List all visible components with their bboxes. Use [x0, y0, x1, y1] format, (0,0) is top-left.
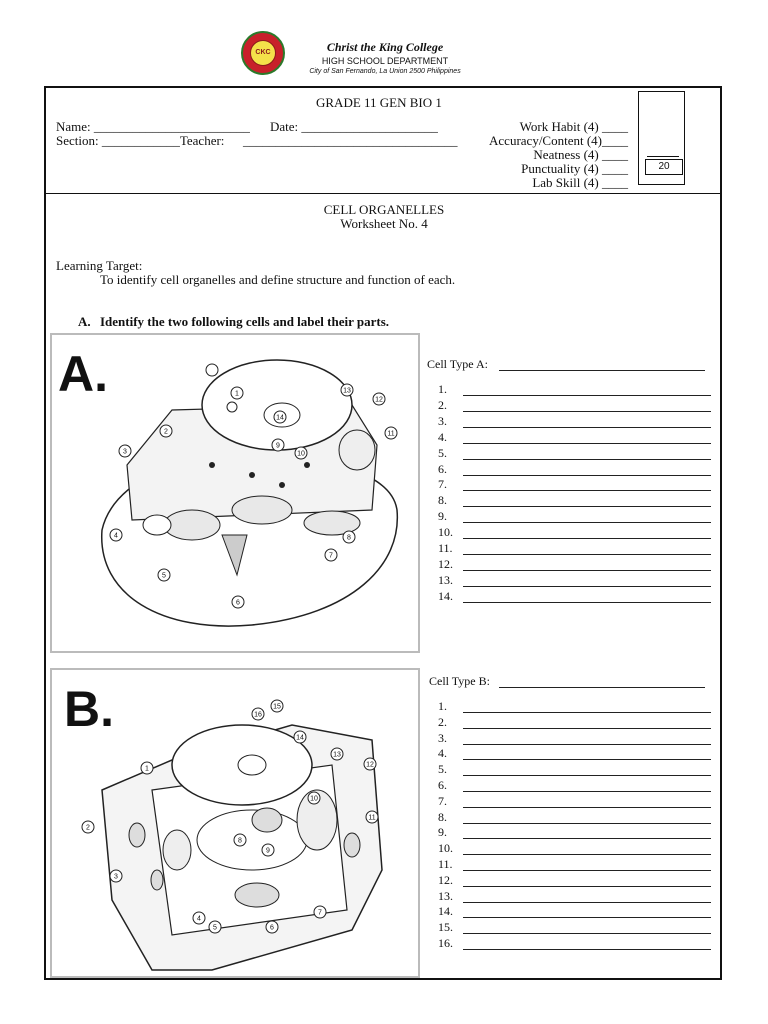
cell-a-answer-line-13[interactable]	[463, 586, 711, 587]
cell-a-number-3: 3.	[438, 413, 447, 428]
school-name: Christ the King College	[326, 40, 444, 54]
callout-8: 8	[238, 837, 242, 845]
instruction-letter: A.	[78, 314, 91, 329]
rubric-work-habit: Work Habit (4) ____	[519, 119, 628, 134]
callout-14: 14	[296, 734, 304, 742]
callout-5: 5	[162, 572, 166, 580]
school-address: City of San Fernando, La Union 2500 Philippines	[309, 68, 461, 75]
cell-b-number-7: 7.	[438, 793, 447, 808]
cell-b-number-11: 11.	[438, 857, 453, 871]
callout-11: 11	[368, 814, 376, 822]
cell-a-answer-line-1[interactable]	[463, 395, 711, 396]
rubric-neatness: Neatness (4) ____	[533, 147, 628, 162]
cell-a-answer-line-2[interactable]	[463, 411, 711, 412]
cell-b-number-12: 12.	[438, 872, 453, 887]
cell-b-answer-line-9[interactable]	[463, 838, 711, 839]
callout-4: 4	[114, 532, 118, 540]
cell-b-number-14: 14.	[438, 904, 453, 919]
cell-a-answer-line-5[interactable]	[463, 459, 711, 460]
plant-cell-diagram	[52, 670, 418, 976]
cell-b-answer-line-16[interactable]	[463, 949, 711, 950]
cell-b-number-13: 13.	[438, 888, 453, 903]
callout-15: 15	[273, 703, 281, 711]
worksheet-title: CELL ORGANELLES	[323, 202, 445, 217]
cell-a-answer-line-7[interactable]	[463, 490, 711, 491]
cell-a-number-5: 5.	[438, 445, 447, 460]
callout-3: 3	[123, 448, 127, 456]
callout-2: 2	[86, 824, 90, 832]
cell-a-letter: A.	[58, 346, 108, 402]
rubric-punctuality: Punctuality (4) ____	[521, 161, 628, 176]
callout-1: 1	[235, 390, 239, 398]
cell-b-answer-line-12[interactable]	[463, 886, 711, 887]
cell-b-number-3: 3.	[438, 730, 447, 745]
cell-b-number-15: 15.	[438, 920, 453, 935]
date-field[interactable]: Date: _____________________	[270, 119, 438, 134]
cell-b-number-16: 16.	[438, 936, 453, 950]
callout-13: 13	[333, 751, 341, 759]
logo-text: CKC	[250, 40, 276, 66]
cell-b-answer-line-2[interactable]	[463, 728, 711, 729]
cell-b-answer-line-4[interactable]	[463, 759, 711, 760]
cell-a-number-4: 4.	[438, 429, 447, 444]
cell-a-answer-line-9[interactable]	[463, 522, 711, 523]
callout-14: 14	[276, 414, 284, 422]
learning-target-label: Learning Target:	[56, 258, 143, 273]
score-line	[647, 156, 679, 157]
score-total: 20	[645, 159, 683, 175]
cell-a-answer-line-3[interactable]	[463, 427, 711, 428]
cell-b-number-9: 9.	[438, 825, 447, 840]
cell-type-a-line[interactable]	[499, 370, 705, 371]
cell-b-number-5: 5.	[438, 762, 447, 777]
cell-b-answer-line-15[interactable]	[463, 933, 711, 934]
cell-a-number-8: 8.	[438, 493, 447, 508]
cell-b-number-4: 4.	[438, 746, 447, 761]
cell-a-number-7: 7.	[438, 477, 447, 492]
rubric-accuracy: Accuracy/Content (4)____	[489, 133, 628, 148]
cell-b-answer-line-11[interactable]	[463, 870, 711, 871]
cell-b-number-6: 6.	[438, 778, 447, 792]
callout-10: 10	[297, 450, 305, 458]
callout-2: 2	[164, 428, 168, 436]
cell-b-answer-line-13[interactable]	[463, 902, 711, 903]
cell-b-answer-line-5[interactable]	[463, 775, 711, 776]
cell-b-answer-line-3[interactable]	[463, 744, 711, 745]
cell-a-number-2: 2.	[438, 397, 447, 412]
worksheet-subtitle: Worksheet No. 4	[340, 216, 428, 231]
callout-1: 1	[145, 765, 149, 773]
section-teacher-field[interactable]: Section: ____________Teacher:	[56, 133, 225, 148]
rubric-lab-skill: Lab Skill (4) ____	[532, 175, 628, 190]
callout-8: 8	[347, 534, 351, 542]
cell-a-answer-line-6[interactable]	[463, 475, 711, 476]
callout-3: 3	[114, 873, 118, 881]
cell-b-answer-line-14[interactable]	[463, 917, 711, 918]
department-name: HIGH SCHOOL DEPARTMENT	[321, 56, 449, 66]
cell-a-number-10: 10.	[438, 525, 453, 540]
callout-13: 13	[343, 387, 351, 395]
callout-16: 16	[254, 711, 262, 719]
cell-b-answer-line-8[interactable]	[463, 823, 711, 824]
cell-a-number-6: 6.	[438, 461, 447, 476]
cell-a-answer-line-4[interactable]	[463, 443, 711, 444]
callout-9: 9	[276, 442, 280, 450]
callout-9: 9	[266, 847, 270, 855]
learning-target-text: To identify cell organelles and define structure and function of each.	[100, 272, 456, 287]
cell-b-answer-line-6[interactable]	[463, 791, 711, 792]
callout-5: 5	[213, 924, 217, 932]
cell-b-number-2: 2.	[438, 714, 447, 729]
callout-6: 6	[236, 599, 240, 607]
cell-a-answer-line-11[interactable]	[463, 554, 711, 555]
cell-b-figure	[50, 668, 420, 978]
callout-4: 4	[197, 915, 201, 923]
cell-type-b-label: Cell Type B:	[429, 674, 490, 688]
cell-a-number-12: 12.	[438, 556, 453, 571]
cell-b-answer-line-10[interactable]	[463, 854, 711, 855]
animal-cell-diagram	[52, 335, 418, 651]
cell-a-number-1: 1.	[438, 382, 447, 396]
cell-a-number-9: 9.	[438, 509, 447, 524]
cell-a-number-13: 13.	[438, 572, 453, 587]
cell-a-answer-line-12[interactable]	[463, 570, 711, 571]
grade-title: GRADE 11 GEN BIO 1	[316, 95, 442, 110]
cell-b-answer-line-7[interactable]	[463, 807, 711, 808]
cell-a-figure	[50, 333, 420, 653]
instruction-text: Identify the two following cells and label their parts.	[100, 314, 390, 329]
callout-7: 7	[329, 552, 333, 560]
cell-type-b-line[interactable]	[499, 687, 705, 688]
cell-a-answer-line-10[interactable]	[463, 538, 711, 539]
cell-a-number-11: 11.	[438, 541, 453, 555]
cell-b-number-10: 10.	[438, 841, 453, 856]
cell-a-number-14: 14.	[438, 588, 453, 603]
name-field[interactable]: Name: ________________________	[56, 119, 250, 134]
header-divider	[44, 193, 722, 194]
callout-7: 7	[318, 909, 322, 917]
cell-type-a-label: Cell Type A:	[427, 357, 488, 371]
callout-10: 10	[310, 795, 318, 803]
cell-b-number-8: 8.	[438, 809, 447, 824]
teacher-field[interactable]: _________________________________	[243, 133, 458, 148]
callout-12: 12	[375, 396, 383, 404]
cell-a-answer-line-8[interactable]	[463, 506, 711, 507]
cell-a-answer-line-14[interactable]	[463, 602, 711, 603]
callout-6: 6	[270, 924, 274, 932]
callout-11: 11	[387, 430, 395, 438]
cell-b-number-1: 1.	[438, 699, 447, 713]
callout-12: 12	[366, 761, 374, 769]
cell-b-letter: B.	[64, 681, 114, 737]
cell-b-answer-line-1[interactable]	[463, 712, 711, 713]
